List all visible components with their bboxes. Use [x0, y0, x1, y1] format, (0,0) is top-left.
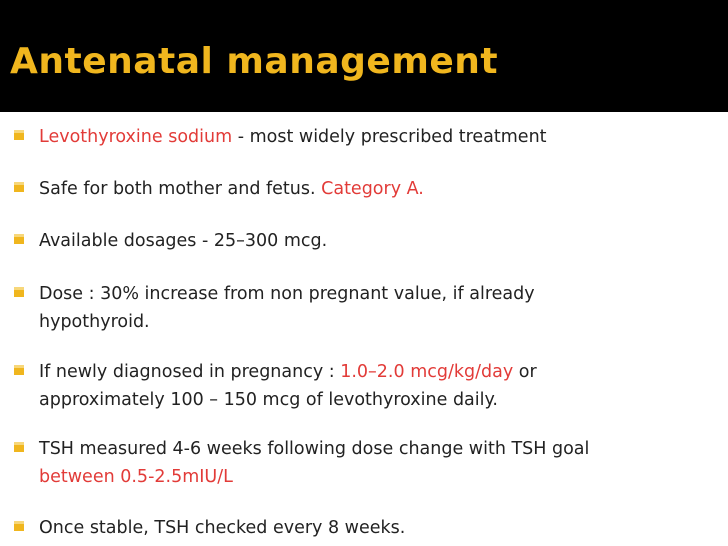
square-bullet-icon [14, 442, 24, 452]
bullet-text [39, 227, 719, 255]
bullet-text [39, 358, 719, 414]
bullet-text-segment: Safe for both mother and fetus. [39, 179, 322, 199]
bullet-text-highlight: Category A. [321, 179, 424, 199]
square-bullet-icon [14, 287, 24, 297]
bullet-text-highlight: between 0.5-2.5mIU/L [39, 467, 233, 487]
bullet-text [39, 123, 719, 151]
square-bullet-icon [14, 182, 24, 192]
bullet-text [39, 280, 719, 336]
bullet-text-continuation: approximately 100 – 150 mcg of levothyroxine daily. [39, 390, 498, 410]
square-bullet-icon [14, 234, 24, 244]
bullet-text-segment: or [513, 362, 537, 382]
square-bullet-icon [14, 365, 24, 375]
bullet-text [39, 435, 719, 491]
square-bullet-icon [14, 130, 24, 140]
bullet-text-segment: Once stable, TSH checked every 8 weeks. [39, 518, 406, 538]
bullet-text-continuation: hypothyroid. [39, 312, 150, 332]
bullet-text-segment: Dose : 30% increase from non pregnant value, if already [39, 284, 535, 304]
bullet-text-segment: If newly diagnosed in pregnancy : [39, 362, 341, 382]
bullet-text-highlight: Levothyroxine sodium [39, 127, 233, 147]
bullet-text-segment: TSH measured 4-6 weeks following dose change with TSH goal [39, 439, 590, 459]
bullet-text-segment: Available dosages - 25–300 mcg. [39, 231, 328, 251]
square-bullet-icon [14, 521, 24, 531]
bullet-text-segment: - most widely prescribed treatment [232, 127, 547, 147]
slide-title: Antenatal management [10, 41, 499, 82]
bullet-text-highlight: 1.0–2.0 mcg/kg/day [340, 362, 514, 382]
bullet-text [39, 175, 719, 203]
bullet-text [39, 514, 719, 542]
